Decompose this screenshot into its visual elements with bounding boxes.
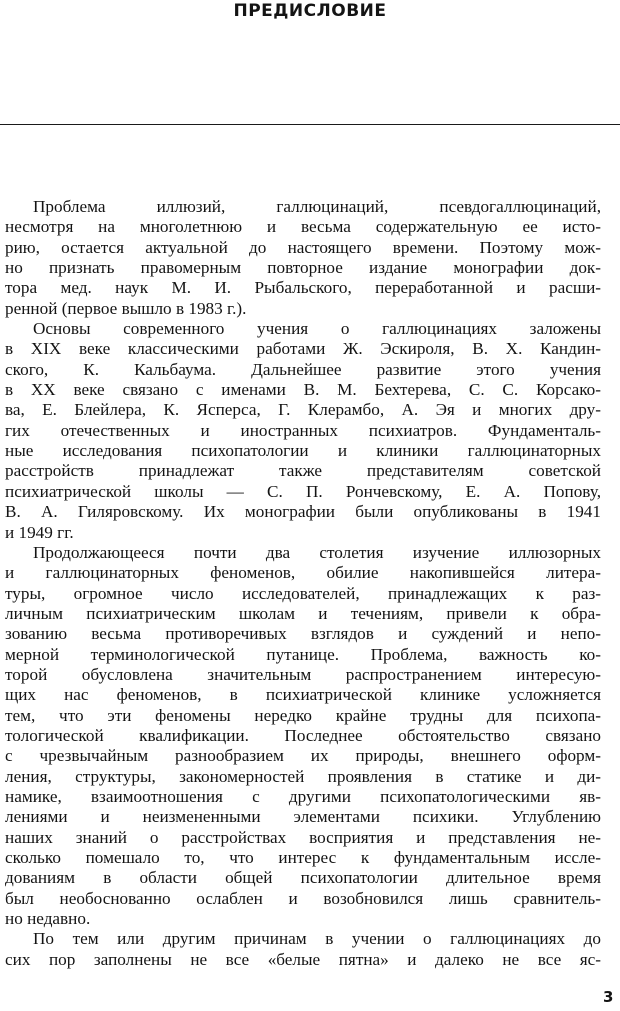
text-line: рию, остается актуальной до настоящего времени. Поэтому мож- (5, 237, 601, 257)
text-line: ные исследования психопатологии и клиники галлюцинаторных (5, 441, 601, 461)
text-line: ского, К. Кальбаума. Дальнейшее развитие этого учения (5, 359, 601, 379)
text-line: туры, огромное число исследователей, принадлежащих к раз- (5, 583, 601, 603)
text-line: с чрезвычайным разнообразием их природы, внешнего оформ- (5, 746, 601, 766)
text-line: был необоснованно ослаблен и возобновился лишь сравнитель- (5, 888, 601, 908)
text-line: сколько помешало то, что интерес к фундаментальным иссле- (5, 848, 601, 867)
text-line: и галлюцинаторных феноменов, обилие накопившейся литера- (5, 563, 601, 583)
text-line: дованиям в области общей психопатологии длительное время (5, 868, 601, 888)
text-line: намике, взаимоотношения с другими психопатологическими яв- (5, 786, 601, 806)
text-line: Проблема иллюзий, галлюцинаций, псевдогаллюцинаций, (33, 197, 601, 216)
text-line: но недавно. (5, 909, 91, 929)
section-heading: ПРЕДИСЛОВИЕ (233, 1, 387, 21)
text-line: торой обусловлена значительным распространением интересую- (5, 664, 601, 684)
text-line: наших знаний о расстройствах восприятия и представления не- (5, 827, 601, 847)
text-line: сих пор заполнены не все «белые пятна» и далеко не все яс- (5, 949, 601, 969)
page-number: 3 (603, 988, 614, 1006)
text-line: По тем или другим причинам в учении о галлюцинациях до (33, 929, 601, 949)
text-line: тем, что эти феномены нередко крайне трудны для психопа- (5, 705, 601, 725)
body-text (0, 197, 601, 970)
text-line: зованию весьма противоречивых взглядов и суждений и непо- (5, 624, 601, 644)
text-line: лениями и неизмененными элементами психики. Углублению (5, 807, 601, 827)
text-line: мерной терминологической путанице. Проблема, важность ко- (5, 644, 601, 664)
text-line: в XX веке связано с именами В. М. Бехтерева, С. С. Корсако- (5, 380, 601, 400)
text-line: ренной (первое вышло в 1983 г.). (5, 298, 247, 318)
text-line: ва, Е. Блейлера, К. Ясперса, Г. Клерамбо, А. Эя и многих дру- (5, 400, 601, 420)
text-line: В. А. Гиляровскому. Их монографии были опубликованы в 1941 (5, 502, 601, 522)
text-line: ления, структуры, закономерностей проявления в статике и ди- (5, 766, 601, 786)
text-line: щих нас феноменов, в психиатрической клинике усложняется (5, 685, 601, 705)
text-line: но признать правомерным повторное издание монографии док- (5, 258, 601, 278)
text-line: Продолжающееся почти два столетия изучение иллюзорных (33, 542, 601, 562)
text-line: гих отечественных и иностранных психиатров. Фундаменталь- (5, 420, 601, 440)
text-line: тора мед. наук М. И. Рыбальского, переработанной и расши- (5, 278, 601, 298)
text-line: несмотря на многолетнюю и весьма содержательную ее исто- (5, 217, 601, 237)
text-line: в XIX веке классическими работами Ж. Эскироля, В. Х. Кандин- (5, 339, 601, 359)
text-line: расстройств принадлежат также представителям советской (5, 461, 601, 481)
text-line: тологической квалификации. Последнее обстоятельство связано (5, 725, 601, 745)
text-line: психиатрической школы — С. П. Рончевскому, Е. А. Попову, (5, 481, 601, 501)
text-line: и 1949 гг. (5, 522, 74, 542)
text-line: личным психиатрическим школам и течениям, привели к обра- (5, 603, 601, 623)
horizontal-rule (0, 124, 620, 125)
text-line: Основы современного учения о галлюцинациях заложены (33, 319, 601, 339)
